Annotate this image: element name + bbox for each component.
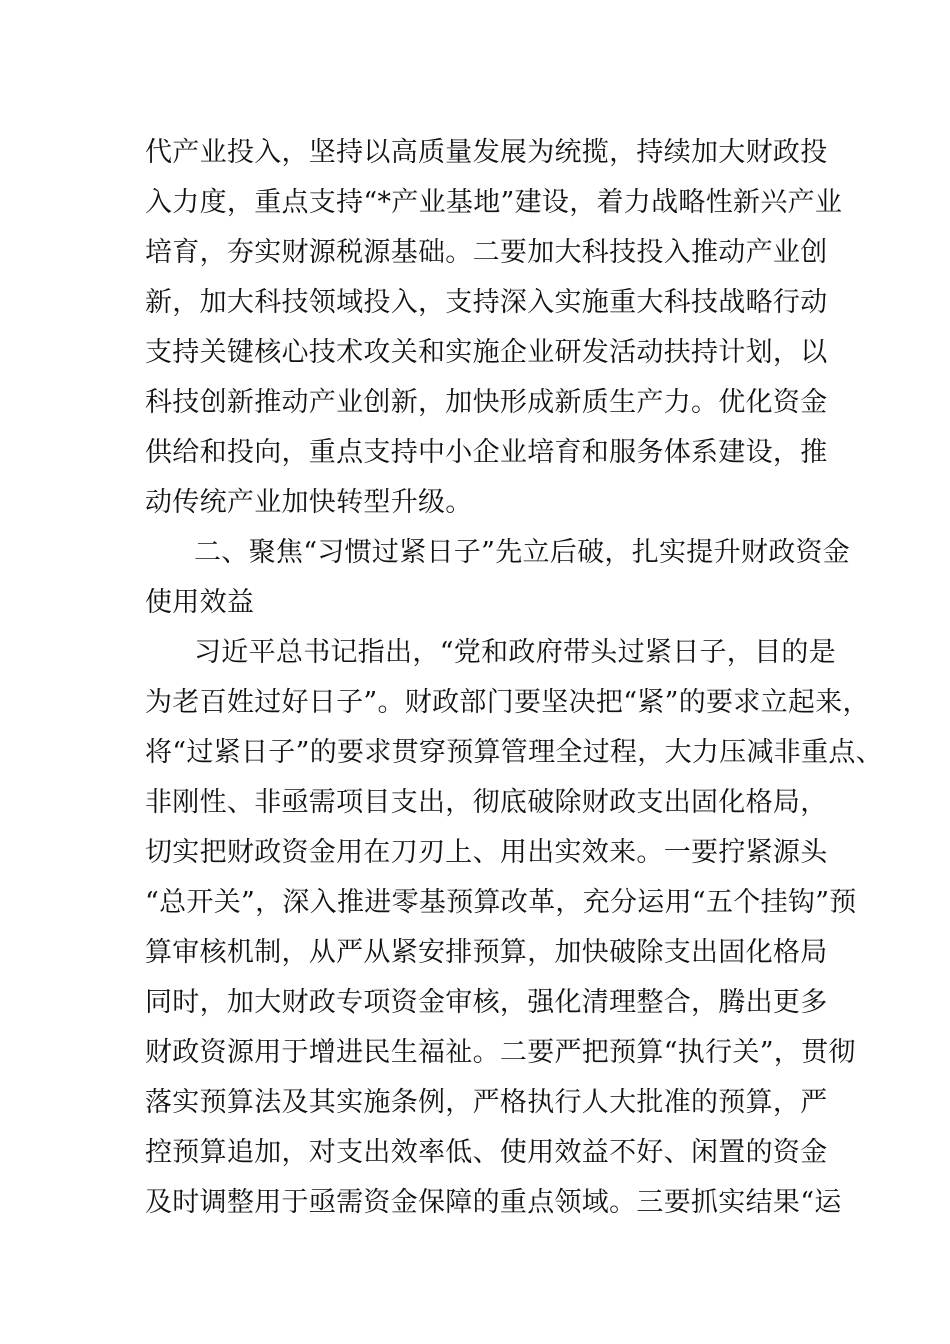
text-line: 算审核机制，从严从紧安排预算，加快破除支出固化格局 [145,937,828,968]
text-line: 科技创新推动产业创新，加快形成新质生产力。优化资金 [145,387,828,418]
text-line: “总开关”，深入推进零基预算改革，充分运用“五个挂钩”预 [145,887,857,918]
text-line: 动传统产业加快转型升级。 [145,487,473,518]
text-line: 习近平总书记指出，“党和政府带头过紧日子，目的是 [194,637,837,668]
text-line: 非刚性、非亟需项目支出，彻底破除财政支出固化格局， [145,787,828,818]
text-line: 及时调整用于亟需资金保障的重点领域。三要抓实结果“运 [145,1187,842,1218]
section-heading-line: 使用效益 [145,587,255,618]
text-line: 支持关键核心技术攻关和实施企业研发活动扶持计划，以 [145,337,828,368]
text-line: 同时，加大财政专项资金审核，强化清理整合，腾出更多 [145,987,828,1018]
text-line: 财政资源用于增进民生福祉。二要严把预算“执行关”，贯彻 [145,1037,856,1068]
text-line: 入力度，重点支持“*产业基地”建设，着力战略性新兴产业 [145,187,843,218]
text-line: 培育，夯实财源税源基础。二要加大科技投入推动产业创 [145,237,828,268]
text-line: 切实把财政资金用在刀刃上、用出实效来。一要拧紧源头 [145,837,828,868]
text-line: 将“过紧日子”的要求贯穿预算管理全过程，大力压减非重点、 [145,737,884,768]
text-line: 为老百姓过好日子”。财政部门要坚决把“紧”的要求立起来， [145,687,870,718]
text-line: 控预算追加，对支出效率低、使用效益不好、闲置的资金 [145,1137,828,1168]
text-line: 新，加大科技领域投入，支持深入实施重大科技战略行动 [145,287,828,318]
text-line: 代产业投入，坚持以高质量发展为统揽，持续加大财政投 [145,137,828,168]
section-heading-line: 二、聚焦“习惯过紧日子”先立后破，扎实提升财政资金 [194,537,851,568]
text-line: 供给和投向，重点支持中小企业培育和服务体系建设，推 [145,437,828,468]
text-line: 落实预算法及其实施条例，严格执行人大批准的预算，严 [145,1087,828,1118]
